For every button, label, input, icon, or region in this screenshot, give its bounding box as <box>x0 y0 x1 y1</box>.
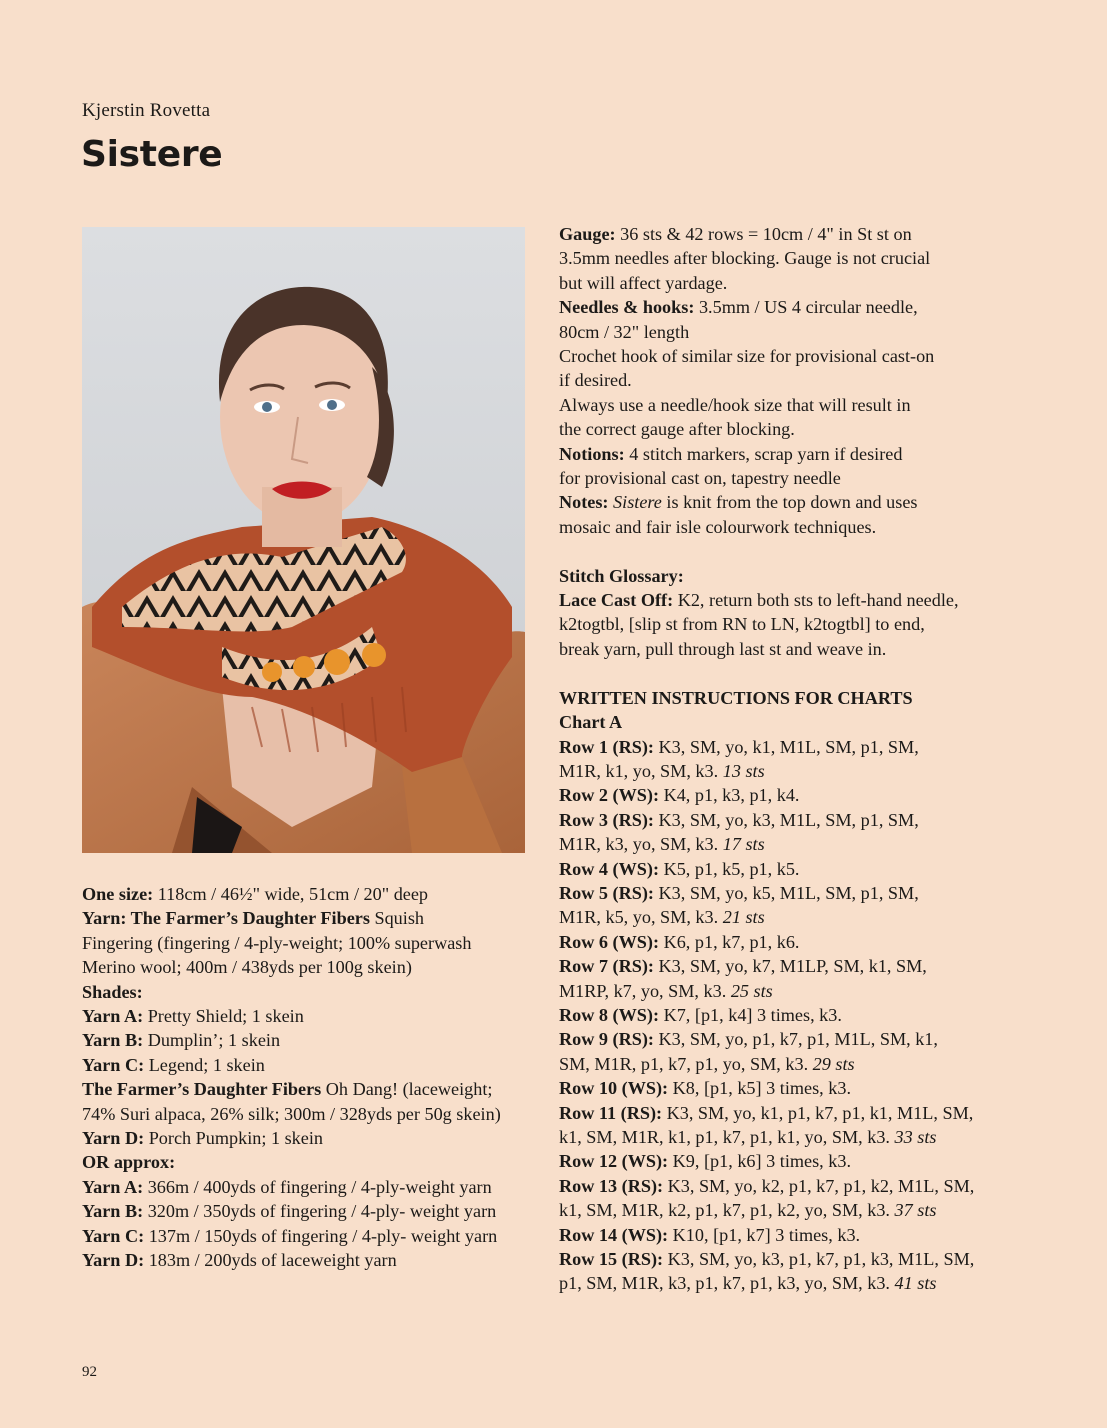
stitch-count: 25 sts <box>730 980 773 1001</box>
approx-yarn-d: Yarn D: 183m / 200yds of laceweight yarn <box>82 1250 397 1271</box>
stitch-count: 21 sts <box>722 907 765 928</box>
gauge-advice-line: Always use a needle/hook size that will result in <box>559 394 911 415</box>
approx-yarn-b: Yarn B: 320m / 350yds of fingering / 4-ply- weight yarn <box>82 1201 497 1222</box>
chart-row-line: Row 9 (RS): K3, SM, yo, p1, k7, p1, M1L, SM, k1, <box>559 1029 938 1050</box>
chart-row-line: Row 3 (RS): K3, SM, yo, k3, M1L, SM, p1, SM, <box>559 809 919 830</box>
notes-line: Notes: Sistere is knit from the top down and uses <box>559 492 918 513</box>
gauge-advice-line: the correct gauge after blocking. <box>559 419 795 440</box>
notions-line: for provisional cast on, tapestry needle <box>559 468 841 489</box>
hook-line: Crochet hook of similar size for provisional cast-on <box>559 346 935 367</box>
lace-cast-off-line: break yarn, pull through last st and weave in. <box>559 638 887 659</box>
chart-row-line: Row 13 (RS): K3, SM, yo, k2, p1, k7, p1, k2, M1L, SM, <box>559 1175 975 1196</box>
instructions-column <box>559 222 1019 1296</box>
chart-row-line: Row 8 (WS): K7, [p1, k4] 3 times, k3. <box>559 1004 842 1025</box>
gauge-line: Gauge: 36 sts & 42 rows = 10cm / 4" in St st on <box>559 224 912 244</box>
yarn-line: Fingering (fingering / 4-ply-weight; 100% superwash <box>82 932 472 953</box>
gauge-line: but will affect yardage. <box>559 272 728 293</box>
chart-row-line: M1R, k1, yo, SM, k3. 13 sts <box>559 760 765 781</box>
gauge-line: 3.5mm needles after blocking. Gauge is not crucial <box>559 248 931 269</box>
lace-cast-off-line: k2togtbl, [slip st from RN to LN, k2togtbl] to end, <box>559 614 925 635</box>
stitch-glossary-heading: Stitch Glossary: <box>559 565 684 586</box>
chart-a-heading: Chart A <box>559 712 623 733</box>
pattern-title: Sistere <box>81 134 223 175</box>
page-number: 92 <box>82 1364 97 1380</box>
chart-row-line: Row 4 (WS): K5, p1, k5, p1, k5. <box>559 858 800 879</box>
approx-yarn-c: Yarn C: 137m / 150yds of fingering / 4-ply- weight yarn <box>82 1225 498 1246</box>
needles-line: Needles & hooks: 3.5mm / US 4 circular needle, <box>559 297 918 318</box>
author-name: Kjerstin Rovetta <box>82 100 211 121</box>
lace-cast-off-line: Lace Cast Off: K2, return both sts to left-hand needle, <box>559 590 959 611</box>
stitch-count: 13 sts <box>722 760 765 781</box>
chart-row-line: M1RP, k7, yo, SM, k3. 25 sts <box>559 980 773 1001</box>
materials-column <box>82 882 532 1273</box>
chart-row-line: Row 1 (RS): K3, SM, yo, k1, M1L, SM, p1, SM, <box>559 736 919 757</box>
chart-a-rows <box>559 735 1019 1296</box>
stitch-count: 17 sts <box>722 834 765 855</box>
shade-yarn-d: Yarn D: Porch Pumpkin; 1 skein <box>82 1128 323 1149</box>
chart-row-line: Row 11 (RS): K3, SM, yo, k1, p1, k7, p1, k1, M1L, SM, <box>559 1102 974 1123</box>
chart-row-line: SM, M1R, p1, k7, p1, yo, SM, k3. 29 sts <box>559 1053 855 1074</box>
yarn-line: 74% Suri alpaca, 26% silk; 300m / 328yds per 50g skein) <box>82 1103 501 1124</box>
chart-row-line: p1, SM, M1R, k3, p1, k7, p1, k3, yo, SM, k3. 41 sts <box>559 1273 937 1294</box>
chart-row-line: Row 14 (WS): K10, [p1, k7] 3 times, k3. <box>559 1224 861 1245</box>
chart-row-line: Row 10 (WS): K8, [p1, k5] 3 times, k3. <box>559 1078 851 1099</box>
stitch-count: 29 sts <box>812 1053 855 1074</box>
notes-line: mosaic and fair isle colourwork techniques. <box>559 516 877 537</box>
needles-line: 80cm / 32" length <box>559 321 690 342</box>
shades-heading: Shades: <box>82 981 143 1002</box>
chart-row-line: Row 7 (RS): K3, SM, yo, k7, M1LP, SM, k1, SM, <box>559 956 927 977</box>
chart-row-line: Row 5 (RS): K3, SM, yo, k5, M1L, SM, p1, SM, <box>559 882 919 903</box>
chart-row-line: Row 2 (WS): K4, p1, k3, p1, k4. <box>559 785 800 806</box>
yarn-line: Yarn: The Farmer’s Daughter Fibers Squish <box>82 908 424 929</box>
yarn-line: Merino wool; 400m / 438yds per 100g skein) <box>82 957 412 978</box>
chart-row-line: Row 15 (RS): K3, SM, yo, k3, p1, k7, p1, k3, M1L, SM, <box>559 1249 975 1270</box>
hook-line: if desired. <box>559 370 632 391</box>
or-approx-heading: OR approx: <box>82 1152 176 1173</box>
stitch-count: 37 sts <box>894 1200 937 1221</box>
chart-row-line: Row 12 (WS): K9, [p1, k6] 3 times, k3. <box>559 1151 851 1172</box>
stitch-count: 41 sts <box>894 1273 937 1294</box>
approx-yarn-a: Yarn A: 366m / 400yds of fingering / 4-ply-weight yarn <box>82 1176 492 1197</box>
chart-row-line: k1, SM, M1R, k2, p1, k7, p1, k2, yo, SM, k3. 37 sts <box>559 1200 937 1221</box>
chart-row-line: M1R, k3, yo, SM, k3. 17 sts <box>559 834 765 855</box>
chart-row-line: M1R, k5, yo, SM, k3. 21 sts <box>559 907 765 928</box>
written-instructions-heading: WRITTEN INSTRUCTIONS FOR CHARTS <box>559 687 913 708</box>
stitch-count: 33 sts <box>894 1127 937 1147</box>
model-photo <box>82 227 525 853</box>
chart-row-line: Row 6 (WS): K6, p1, k7, p1, k6. <box>559 931 800 952</box>
chart-row-line: k1, SM, M1R, k1, p1, k7, p1, k1, yo, SM, k3. 33 sts <box>559 1127 937 1147</box>
shade-yarn-c: Yarn C: Legend; 1 skein <box>82 1054 265 1075</box>
shade-yarn-a: Yarn A: Pretty Shield; 1 skein <box>82 1006 304 1027</box>
size-line: One size: 118cm / 46½" wide, 51cm / 20" deep <box>82 884 429 904</box>
notions-line: Notions: 4 stitch markers, scrap yarn if desired <box>559 443 903 464</box>
yarn-line: The Farmer’s Daughter Fibers Oh Dang! (laceweight; <box>82 1079 493 1100</box>
shade-yarn-b: Yarn B: Dumplin’; 1 skein <box>82 1030 281 1051</box>
